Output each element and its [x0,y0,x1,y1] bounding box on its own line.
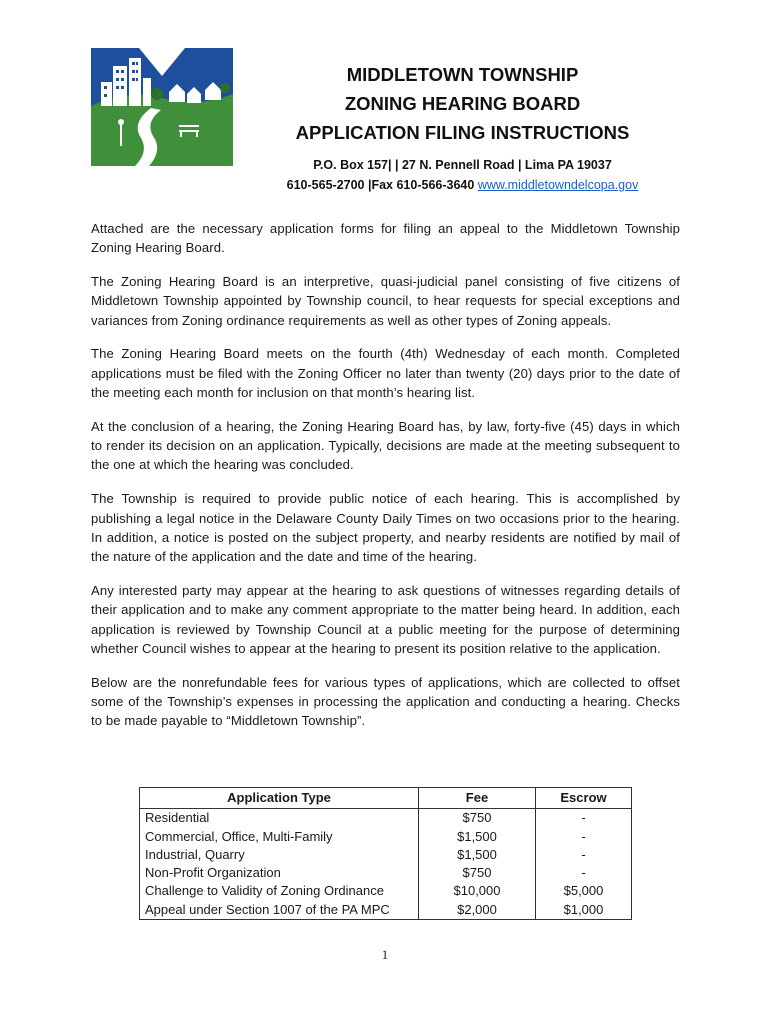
website-link[interactable]: www.middletowndelcopa.gov [477,178,639,192]
table-cell: Industrial, Quarry [145,846,245,862]
table-cell: - [581,810,586,826]
logo-ground [91,94,233,166]
table-cell: $2,000 [457,901,497,917]
phone-fax: 610-565-2700 |Fax 610-566-3640 [286,178,475,192]
table-cell: Challenge to Validity of Zoning Ordinance [145,883,384,899]
title-line-3: APPLICATION FILING INSTRUCTIONS [295,122,630,143]
fee-column [419,809,536,920]
table-cell: $1,500 [457,828,497,844]
paragraph-decision-timeline: At the conclusion of a hearing, the Zoning Hearing Board has, by law, forty-five (45) days in which to render its decision on an application. Typically, decisions are made at the meeting subsequent to the one at which the hearing was concluded. [91,418,680,473]
paragraph-public-notice: The Township is required to provide public notice of each hearing. This is accomplished by publishing a legal notice in the Delaware County Daily Times on two occasions prior to the hearing. In addition, a notice is posted on the subject property, and nearby residents are notified by mail of the nature of the application and the date and time of the hearing. [91,491,680,565]
phone-fax-line [255,175,670,195]
table-cell: Residential [145,810,210,826]
paragraph-interested-party: Any interested party may appear at the hearing to ask questions of witnesses regarding details of their application and to make any comment appropriate to the matter being heard. In addition, each application is reviewed by Township Council at a public meeting for the purpose of determining whether Council wishes to appear at the hearing to present its position relative to the application. [91,582,680,656]
paragraph-fees-intro: Below are the nonrefundable fees for various types of applications, which are collected to offset some of the Township’s expenses in processing the application and conducting a hearing. Checks to be made payable to “Middletown Township”. [91,674,680,729]
table-cell: $750 [462,810,492,826]
title-line-1: MIDDLETOWN TOWNSHIP [346,64,579,85]
table-cell: - [581,846,586,862]
table-cell: Commercial, Office, Multi-Family [145,828,333,844]
table-cell: $5,000 [563,883,604,899]
township-logo [91,48,233,166]
table-cell: - [581,865,586,881]
header-application-type: Application Type [140,788,419,809]
table-cell: $10,000 [453,883,501,899]
table-cell: $1,000 [563,901,604,917]
table-body-row [140,809,632,920]
table-cell: Appeal under Section 1007 of the PA MPC [145,901,390,917]
contact-block [255,155,670,195]
document-header [255,60,670,195]
address-line: P.O. Box 157| | 27 N. Pennell Road | Lima PA 19037 [313,158,612,172]
table-cell: Non-Profit Organization [145,865,281,881]
paragraph-meeting-schedule: The Zoning Hearing Board meets on the fourth (4th) Wednesday of each month. Completed applications must be filed with the Zoning Officer no later than twenty (20) days prior to the date of the meeting each month for inclusion on that month’s hearing list. [91,346,680,401]
page-number: 1 [381,947,389,962]
header-escrow: Escrow [536,788,632,809]
fee-table [139,787,632,920]
escrow-column [536,809,632,920]
header-fee: Fee [419,788,536,809]
title-line-2: ZONING HEARING BOARD [344,93,581,114]
table-cell: $750 [462,865,492,881]
table-cell: - [581,828,586,844]
table-cell: $1,500 [457,846,497,862]
logo-graphic [91,48,233,166]
body-text [91,219,680,745]
paragraph-intro: Attached are the necessary application forms for filing an appeal to the Middletown Township Zoning Hearing Board. [91,221,680,256]
paragraph-board-description: The Zoning Hearing Board is an interpretive, quasi-judicial panel consisting of five citizens of Middletown Township appointed by Township council, to hear requests for special exceptions and variances from Zoning ordinance requirements as well as other types of Zoning appeals. [91,274,680,328]
application-type-column [140,809,419,920]
table-header-row [140,788,632,809]
